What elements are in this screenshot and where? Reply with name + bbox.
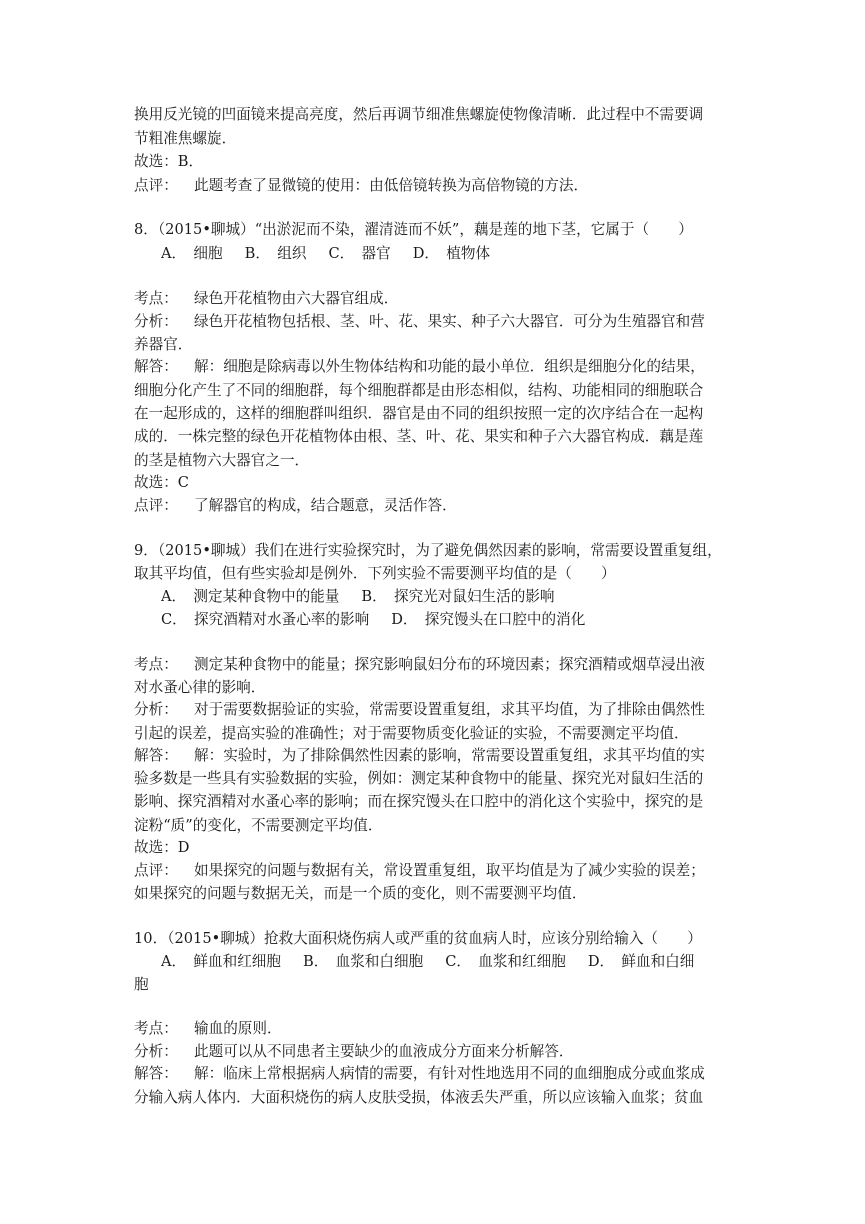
prev-answer (134, 151, 744, 173)
kaodian-label: 考点： (134, 290, 178, 307)
prev-text-line: 节粗准焦螺旋． (134, 130, 237, 147)
fenxi-text: 对于需要数据验证的实验，常需要设置重复组，求其平均值，为了排除由偶然性 (194, 701, 705, 718)
answer-label: 故选： (134, 839, 178, 856)
fenxi-label: 分析： (134, 701, 178, 718)
q9-comment-cont: 如果探究的问题与数据无关，而是一个质的变化，则不需要测平均值． (134, 885, 587, 902)
q8-jieda (134, 356, 744, 378)
q9-stem-cont: 取其平均值，但有些实验却是例外．下列实验不需要测平均值的是（ ） (134, 565, 616, 582)
prev-text-line: 换用反光镜的凹面镜来提高亮度，然后再调节细准焦螺旋使物像清晰．此过程中不需要调 (134, 106, 704, 123)
prev-comment (134, 175, 744, 197)
q10-jieda (134, 1063, 744, 1085)
jieda-label: 解答： (134, 1065, 178, 1082)
q8-answer (134, 472, 744, 494)
q10-options-wrap: 胞 (134, 976, 149, 993)
q8-fenxi (134, 311, 744, 333)
q9-jieda-cont: 验多数是一些具有实验数据的实验，例如：测定某种食物中的能量、探究光对鼠妇生活的 (134, 770, 704, 787)
jieda-text: 解：临床上常根据病人病情的需要，有针对性地选用不同的血细胞成分或血浆成 (194, 1065, 705, 1082)
q8-fenxi-cont: 养器官． (134, 336, 193, 353)
q8-jieda-cont: 在一起形成的，这样的细胞群叫组织．器官是由不同的组织按照一定的次序结合在一起构 (134, 405, 704, 422)
fenxi-text: 绿色开花植物包括根、茎、叶、花、果实、种子六大器官．可分为生殖器官和营 (194, 313, 705, 330)
option-d: D． 探究馒头在口腔中的消化 (391, 611, 586, 628)
option-d: D． 鲜血和白细 (587, 953, 695, 970)
jieda-text: 解：细胞是除病毒以外生物体结构和功能的最小单位．组织是细胞分化的结果， (194, 358, 705, 375)
q9-jieda-cont: 影响、探究酒精对水蚤心率的影响；而在探究馒头在口腔中的消化这个实验中，探究的是 (134, 793, 704, 810)
option-d: D． 植物体 (412, 245, 491, 262)
q9-fenxi-cont: 引起的误差，提高实验的准确性；对于需要物质变化验证的实验，不需要测定平均值． (134, 725, 689, 742)
option-a: A． 测定某种食物中的能量 (161, 588, 340, 605)
comment-label: 点评： (134, 497, 178, 514)
fenxi-label: 分析： (134, 313, 178, 330)
q9-kaodian-cont: 对水蚤心律的影响． (134, 679, 266, 696)
q9-jieda (134, 745, 744, 767)
q10-options (161, 951, 771, 973)
comment-text: 了解器官的构成，结合题意，灵活作答． (194, 497, 457, 514)
q8-comment (134, 495, 744, 517)
option-c: C． 血浆和红细胞 (445, 953, 566, 970)
jieda-text: 解：实验时，为了排除偶然性因素的影响，常需要设置重复组，求其平均值的实 (194, 747, 705, 764)
comment-label: 点评： (134, 862, 178, 879)
jieda-label: 解答： (134, 358, 178, 375)
q9-stem: 9．（2015•聊城）我们在进行实验探究时，为了避免偶然因素的影响，常需要设置重复组， (134, 542, 722, 559)
q10-fenxi (134, 1041, 744, 1063)
q9-options-row1 (161, 586, 771, 608)
option-a: A． 细胞 (161, 245, 223, 262)
option-b: B． 血浆和白细胞 (303, 953, 424, 970)
answer-value: B． (177, 153, 204, 170)
answer-value: C (177, 474, 189, 491)
q8-kaodian (134, 288, 744, 310)
comment-label: 点评： (134, 177, 178, 194)
q10-stem: 10．（2015•聊城）抢救大面积烧伤病人或严重的贫血病人时，应该分别给输入（ ） (134, 930, 702, 947)
option-a: A． 鲜血和红细胞 (161, 953, 281, 970)
q8-stem: 8．（2015•聊城）“出淤泥而不染，濯清涟而不妖”，藕是莲的地下茎，它属于（ ） (134, 221, 693, 238)
q10-jieda-cont: 分输入病人体内．大面积烧伤的病人皮肤受损，体液丢失严重，所以应该输入血浆；贫血 (134, 1089, 704, 1106)
jieda-label: 解答： (134, 747, 178, 764)
comment-text: 此题考查了显微镜的使用：由低倍镜转换为高倍物镜的方法． (194, 177, 589, 194)
answer-label: 故选： (134, 474, 178, 491)
q9-options-row2 (161, 609, 771, 631)
q8-options (161, 243, 771, 265)
q9-comment (134, 860, 744, 882)
answer-label: 故选： (134, 153, 178, 170)
answer-value: D (177, 839, 190, 856)
q8-jieda-cont: 的茎是植物六大器官之一． (134, 452, 310, 469)
q8-jieda-cont: 成的．一株完整的绿色开花植物体由根、茎、叶、花、果实和种子六大器官构成．藕是莲 (134, 428, 704, 445)
fenxi-label: 分析： (134, 1043, 178, 1060)
kaodian-text: 绿色开花植物由六大器官组成． (194, 290, 399, 307)
kaodian-text: 测定某种食物中的能量；探究影响鼠妇分布的环境因素；探究酒精或烟草浸出液 (194, 656, 705, 673)
option-c: C． 器官 (328, 245, 391, 262)
fenxi-text: 此题可以从不同患者主要缺少的血液成分方面来分析解答． (194, 1043, 574, 1060)
option-b: B． 组织 (244, 245, 307, 262)
kaodian-label: 考点： (134, 656, 178, 673)
q10-kaodian (134, 1018, 744, 1040)
kaodian-text: 输血的原则． (194, 1020, 282, 1037)
q9-fenxi (134, 699, 744, 721)
q9-answer (134, 837, 744, 859)
q9-jieda-cont: 淀粉“质”的变化，不需要测定平均值． (134, 817, 383, 834)
comment-text: 如果探究的问题与数据有关，常设置重复组，取平均值是为了减少实验的误差； (194, 862, 705, 879)
option-c: C． 探究酒精对水蚤心率的影响 (161, 611, 370, 628)
option-b: B． 探究光对鼠妇生活的影响 (361, 588, 555, 605)
kaodian-label: 考点： (134, 1020, 178, 1037)
q9-kaodian (134, 654, 744, 676)
q8-jieda-cont: 细胞分化产生了不同的细胞群，每个细胞群都是由形态相似，结构、功能相同的细胞联合 (134, 382, 704, 399)
